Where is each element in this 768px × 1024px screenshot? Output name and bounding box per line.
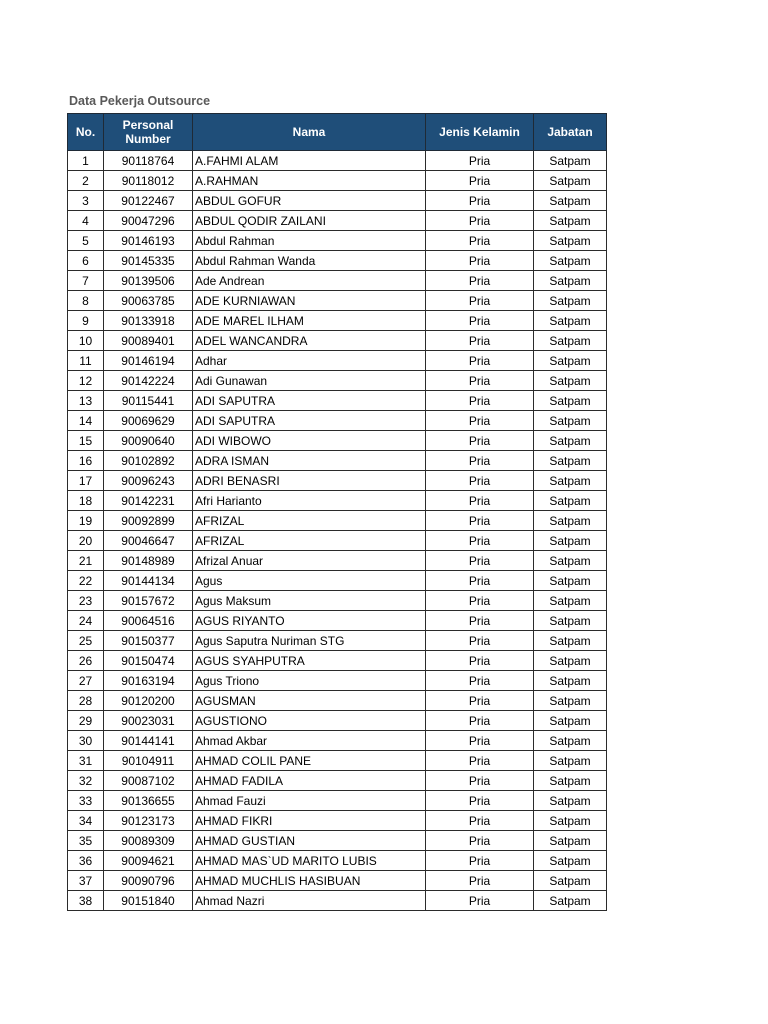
cell-nama: Agus Saputra Nuriman STG — [193, 631, 426, 651]
table-row — [68, 811, 607, 831]
cell-no: 20 — [68, 531, 104, 551]
cell-nama: Afrizal Anuar — [193, 551, 426, 571]
cell-no: 10 — [68, 331, 104, 351]
header-nama: Nama — [193, 114, 426, 151]
cell-no: 13 — [68, 391, 104, 411]
cell-jabatan: Satpam — [534, 611, 607, 631]
cell-nama: Adhar — [193, 351, 426, 371]
header-jabatan: Jabatan — [534, 114, 607, 151]
cell-personal-number: 90104911 — [104, 751, 193, 771]
cell-nama: ABDUL QODIR ZAILANI — [193, 211, 426, 231]
cell-jabatan: Satpam — [534, 771, 607, 791]
cell-jenis-kelamin: Pria — [426, 351, 534, 371]
cell-jabatan: Satpam — [534, 431, 607, 451]
cell-nama: Adi Gunawan — [193, 371, 426, 391]
table-row — [68, 351, 607, 371]
cell-jabatan: Satpam — [534, 151, 607, 171]
cell-jabatan: Satpam — [534, 711, 607, 731]
cell-jenis-kelamin: Pria — [426, 451, 534, 471]
cell-personal-number: 90089309 — [104, 831, 193, 851]
employee-table — [67, 113, 607, 911]
cell-personal-number: 90150474 — [104, 651, 193, 671]
cell-jabatan: Satpam — [534, 631, 607, 651]
cell-personal-number: 90118764 — [104, 151, 193, 171]
cell-no: 12 — [68, 371, 104, 391]
cell-jenis-kelamin: Pria — [426, 751, 534, 771]
cell-personal-number: 90063785 — [104, 291, 193, 311]
cell-jabatan: Satpam — [534, 811, 607, 831]
cell-jabatan: Satpam — [534, 211, 607, 231]
cell-personal-number: 90146193 — [104, 231, 193, 251]
cell-jenis-kelamin: Pria — [426, 151, 534, 171]
table-row — [68, 271, 607, 291]
cell-jabatan: Satpam — [534, 571, 607, 591]
cell-jenis-kelamin: Pria — [426, 891, 534, 911]
cell-nama: AFRIZAL — [193, 531, 426, 551]
cell-personal-number: 90087102 — [104, 771, 193, 791]
cell-jabatan: Satpam — [534, 691, 607, 711]
cell-jenis-kelamin: Pria — [426, 831, 534, 851]
cell-jenis-kelamin: Pria — [426, 511, 534, 531]
cell-no: 23 — [68, 591, 104, 611]
cell-no: 14 — [68, 411, 104, 431]
cell-jenis-kelamin: Pria — [426, 791, 534, 811]
cell-no: 4 — [68, 211, 104, 231]
cell-jabatan: Satpam — [534, 731, 607, 751]
cell-no: 37 — [68, 871, 104, 891]
cell-nama: AHMAD GUSTIAN — [193, 831, 426, 851]
table-row — [68, 651, 607, 671]
cell-nama: AGUS RIYANTO — [193, 611, 426, 631]
cell-nama: AHMAD FADILA — [193, 771, 426, 791]
cell-jabatan: Satpam — [534, 751, 607, 771]
cell-no: 28 — [68, 691, 104, 711]
cell-nama: ADRA ISMAN — [193, 451, 426, 471]
table-body — [68, 151, 607, 911]
cell-no: 25 — [68, 631, 104, 651]
cell-jenis-kelamin: Pria — [426, 231, 534, 251]
table-row — [68, 191, 607, 211]
cell-jenis-kelamin: Pria — [426, 251, 534, 271]
cell-jenis-kelamin: Pria — [426, 371, 534, 391]
table-row — [68, 671, 607, 691]
cell-no: 30 — [68, 731, 104, 751]
table-row — [68, 711, 607, 731]
cell-jenis-kelamin: Pria — [426, 771, 534, 791]
cell-nama: ADE KURNIAWAN — [193, 291, 426, 311]
cell-nama: AHMAD COLIL PANE — [193, 751, 426, 771]
cell-personal-number: 90023031 — [104, 711, 193, 731]
cell-jabatan: Satpam — [534, 511, 607, 531]
cell-personal-number: 90123173 — [104, 811, 193, 831]
cell-no: 9 — [68, 311, 104, 331]
document-title: Data Pekerja Outsource — [69, 94, 211, 108]
cell-no: 1 — [68, 151, 104, 171]
cell-no: 24 — [68, 611, 104, 631]
cell-jabatan: Satpam — [534, 351, 607, 371]
cell-personal-number: 90122467 — [104, 191, 193, 211]
cell-jabatan: Satpam — [534, 851, 607, 871]
table-row — [68, 331, 607, 351]
cell-jenis-kelamin: Pria — [426, 731, 534, 751]
cell-nama: Agus — [193, 571, 426, 591]
header-personal-number: Personal Number — [104, 114, 193, 151]
cell-jenis-kelamin: Pria — [426, 671, 534, 691]
cell-jenis-kelamin: Pria — [426, 491, 534, 511]
cell-jabatan: Satpam — [534, 411, 607, 431]
cell-jabatan: Satpam — [534, 271, 607, 291]
cell-no: 26 — [68, 651, 104, 671]
table-row — [68, 411, 607, 431]
cell-no: 3 — [68, 191, 104, 211]
cell-jabatan: Satpam — [534, 551, 607, 571]
cell-jenis-kelamin: Pria — [426, 651, 534, 671]
table-row — [68, 591, 607, 611]
cell-nama: AGUS SYAHPUTRA — [193, 651, 426, 671]
cell-no: 6 — [68, 251, 104, 271]
cell-jenis-kelamin: Pria — [426, 271, 534, 291]
cell-jenis-kelamin: Pria — [426, 631, 534, 651]
table-row — [68, 491, 607, 511]
table-row — [68, 571, 607, 591]
cell-no: 11 — [68, 351, 104, 371]
cell-nama: Ahmad Nazri — [193, 891, 426, 911]
cell-jenis-kelamin: Pria — [426, 691, 534, 711]
table-row — [68, 791, 607, 811]
table-row — [68, 171, 607, 191]
cell-jabatan: Satpam — [534, 531, 607, 551]
cell-jenis-kelamin: Pria — [426, 431, 534, 451]
cell-jenis-kelamin: Pria — [426, 811, 534, 831]
table-row — [68, 831, 607, 851]
table-row — [68, 451, 607, 471]
cell-jenis-kelamin: Pria — [426, 191, 534, 211]
cell-jenis-kelamin: Pria — [426, 871, 534, 891]
cell-no: 16 — [68, 451, 104, 471]
table-row — [68, 291, 607, 311]
cell-jabatan: Satpam — [534, 291, 607, 311]
cell-no: 35 — [68, 831, 104, 851]
cell-nama: Ahmad Akbar — [193, 731, 426, 751]
cell-jenis-kelamin: Pria — [426, 171, 534, 191]
cell-jabatan: Satpam — [534, 651, 607, 671]
cell-nama: Abdul Rahman — [193, 231, 426, 251]
cell-personal-number: 90148989 — [104, 551, 193, 571]
cell-personal-number: 90120200 — [104, 691, 193, 711]
cell-no: 31 — [68, 751, 104, 771]
cell-jabatan: Satpam — [534, 831, 607, 851]
header-no: No. — [68, 114, 104, 151]
cell-jabatan: Satpam — [534, 331, 607, 351]
cell-no: 32 — [68, 771, 104, 791]
cell-jenis-kelamin: Pria — [426, 551, 534, 571]
cell-jenis-kelamin: Pria — [426, 411, 534, 431]
cell-personal-number: 90102892 — [104, 451, 193, 471]
cell-nama: AHMAD FIKRI — [193, 811, 426, 831]
cell-personal-number: 90090640 — [104, 431, 193, 451]
table-row — [68, 751, 607, 771]
cell-jabatan: Satpam — [534, 191, 607, 211]
cell-no: 7 — [68, 271, 104, 291]
cell-personal-number: 90150377 — [104, 631, 193, 651]
cell-personal-number: 90146194 — [104, 351, 193, 371]
cell-personal-number: 90047296 — [104, 211, 193, 231]
cell-jabatan: Satpam — [534, 591, 607, 611]
cell-jabatan: Satpam — [534, 871, 607, 891]
cell-no: 38 — [68, 891, 104, 911]
cell-personal-number: 90069629 — [104, 411, 193, 431]
cell-jabatan: Satpam — [534, 451, 607, 471]
cell-nama: ADI WIBOWO — [193, 431, 426, 451]
cell-jenis-kelamin: Pria — [426, 611, 534, 631]
cell-no: 5 — [68, 231, 104, 251]
table-row — [68, 851, 607, 871]
table-row — [68, 371, 607, 391]
cell-nama: ADEL WANCANDRA — [193, 331, 426, 351]
table-row — [68, 151, 607, 171]
cell-no: 34 — [68, 811, 104, 831]
cell-personal-number: 90157672 — [104, 591, 193, 611]
cell-jabatan: Satpam — [534, 231, 607, 251]
cell-nama: Agus Triono — [193, 671, 426, 691]
cell-no: 19 — [68, 511, 104, 531]
cell-jabatan: Satpam — [534, 371, 607, 391]
cell-nama: Abdul Rahman Wanda — [193, 251, 426, 271]
table-row — [68, 511, 607, 531]
cell-nama: ADE MAREL ILHAM — [193, 311, 426, 331]
cell-personal-number: 90142224 — [104, 371, 193, 391]
cell-no: 17 — [68, 471, 104, 491]
table-row — [68, 471, 607, 491]
cell-no: 8 — [68, 291, 104, 311]
cell-no: 33 — [68, 791, 104, 811]
cell-jenis-kelamin: Pria — [426, 291, 534, 311]
table-row — [68, 551, 607, 571]
table-row — [68, 251, 607, 271]
cell-jenis-kelamin: Pria — [426, 391, 534, 411]
cell-personal-number: 90145335 — [104, 251, 193, 271]
cell-nama: AHMAD MUCHLIS HASIBUAN — [193, 871, 426, 891]
cell-nama: AGUSMAN — [193, 691, 426, 711]
cell-no: 18 — [68, 491, 104, 511]
cell-jabatan: Satpam — [534, 671, 607, 691]
cell-jabatan: Satpam — [534, 891, 607, 911]
cell-nama: Ahmad Fauzi — [193, 791, 426, 811]
table-row — [68, 731, 607, 751]
cell-personal-number: 90118012 — [104, 171, 193, 191]
cell-personal-number: 90115441 — [104, 391, 193, 411]
cell-nama: AGUSTIONO — [193, 711, 426, 731]
cell-jabatan: Satpam — [534, 311, 607, 331]
cell-nama: A.FAHMI ALAM — [193, 151, 426, 171]
cell-personal-number: 90144141 — [104, 731, 193, 751]
table-row — [68, 691, 607, 711]
cell-jenis-kelamin: Pria — [426, 571, 534, 591]
cell-no: 15 — [68, 431, 104, 451]
cell-jenis-kelamin: Pria — [426, 311, 534, 331]
cell-no: 36 — [68, 851, 104, 871]
cell-personal-number: 90163194 — [104, 671, 193, 691]
table-row — [68, 211, 607, 231]
cell-jabatan: Satpam — [534, 791, 607, 811]
cell-nama: AHMAD MAS`UD MARITO LUBIS — [193, 851, 426, 871]
cell-nama: Agus Maksum — [193, 591, 426, 611]
cell-personal-number: 90090796 — [104, 871, 193, 891]
table-row — [68, 311, 607, 331]
cell-nama: Ade Andrean — [193, 271, 426, 291]
cell-personal-number: 90142231 — [104, 491, 193, 511]
cell-personal-number: 90096243 — [104, 471, 193, 491]
cell-jenis-kelamin: Pria — [426, 711, 534, 731]
table-row — [68, 391, 607, 411]
cell-jabatan: Satpam — [534, 471, 607, 491]
cell-jabatan: Satpam — [534, 491, 607, 511]
cell-personal-number: 90139506 — [104, 271, 193, 291]
cell-jenis-kelamin: Pria — [426, 211, 534, 231]
cell-nama: AFRIZAL — [193, 511, 426, 531]
cell-no: 22 — [68, 571, 104, 591]
table-header — [68, 114, 607, 151]
table-row — [68, 891, 607, 911]
cell-personal-number: 90046647 — [104, 531, 193, 551]
header-jenis-kelamin: Jenis Kelamin — [426, 114, 534, 151]
cell-jenis-kelamin: Pria — [426, 531, 534, 551]
cell-personal-number: 90089401 — [104, 331, 193, 351]
cell-jenis-kelamin: Pria — [426, 471, 534, 491]
cell-jabatan: Satpam — [534, 171, 607, 191]
cell-nama: ADI SAPUTRA — [193, 391, 426, 411]
cell-personal-number: 90133918 — [104, 311, 193, 331]
cell-nama: Afri Harianto — [193, 491, 426, 511]
cell-no: 29 — [68, 711, 104, 731]
cell-personal-number: 90094621 — [104, 851, 193, 871]
cell-jabatan: Satpam — [534, 251, 607, 271]
cell-no: 2 — [68, 171, 104, 191]
cell-jenis-kelamin: Pria — [426, 331, 534, 351]
cell-personal-number: 90064516 — [104, 611, 193, 631]
table-row — [68, 231, 607, 251]
cell-personal-number: 90151840 — [104, 891, 193, 911]
cell-jenis-kelamin: Pria — [426, 591, 534, 611]
cell-nama: ADI SAPUTRA — [193, 411, 426, 431]
table-row — [68, 431, 607, 451]
cell-jabatan: Satpam — [534, 391, 607, 411]
cell-nama: ADRI BENASRI — [193, 471, 426, 491]
header-row — [68, 114, 607, 151]
cell-no: 27 — [68, 671, 104, 691]
cell-personal-number: 90092899 — [104, 511, 193, 531]
cell-nama: ABDUL GOFUR — [193, 191, 426, 211]
table-row — [68, 611, 607, 631]
table-row — [68, 871, 607, 891]
cell-no: 21 — [68, 551, 104, 571]
table-row — [68, 771, 607, 791]
table-row — [68, 531, 607, 551]
cell-personal-number: 90136655 — [104, 791, 193, 811]
cell-jenis-kelamin: Pria — [426, 851, 534, 871]
table-row — [68, 631, 607, 651]
cell-personal-number: 90144134 — [104, 571, 193, 591]
cell-nama: A.RAHMAN — [193, 171, 426, 191]
